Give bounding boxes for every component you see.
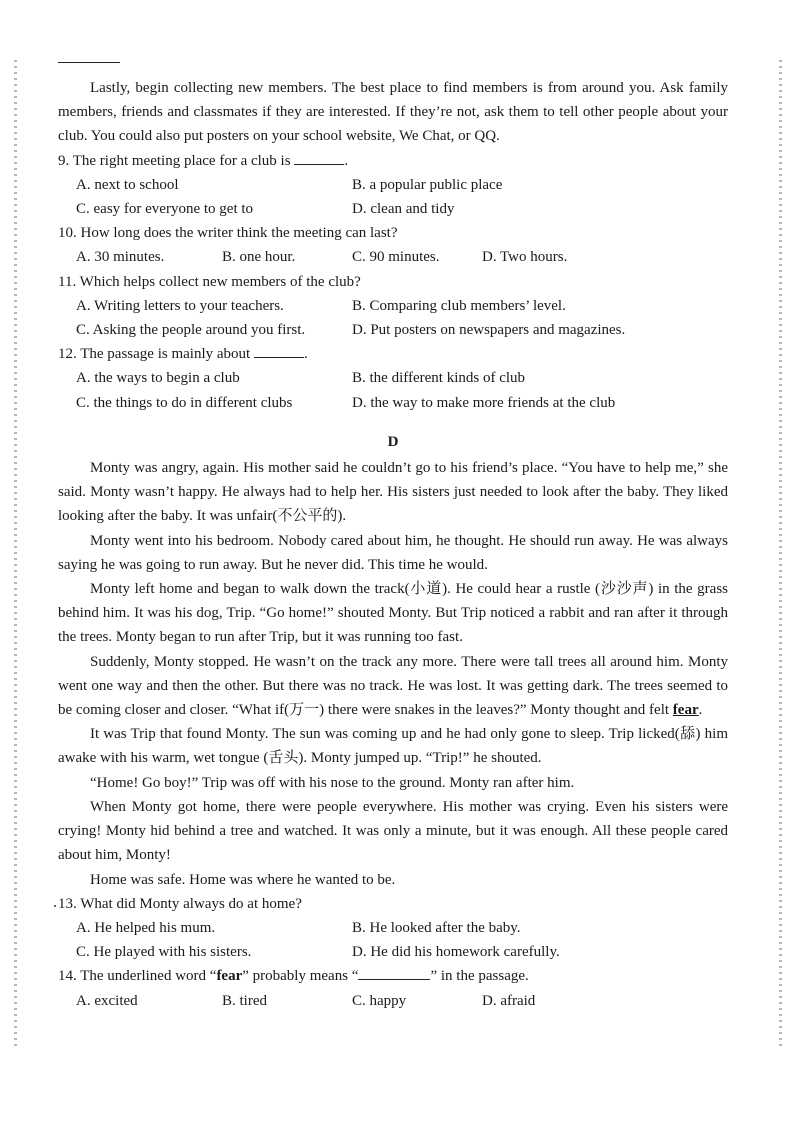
answer-blank [294,150,344,165]
scan-speck [54,905,56,907]
passage-d-paragraph-1: Monty was angry, again. His mother said he couldn’t go to his friend’s place. “You have to help me,” she said. Monty wasn’t happy. He always had to help her. His sisters just needed to look after the baby. They liked looking after the baby. It was unfair(不公平的). [58,460,728,525]
option-c: C. 90 minutes. [352,249,440,266]
option-c: C. happy [352,992,407,1009]
question-11: 11. Which helps collect new members of the club? [58,273,361,290]
option-a: A. Writing letters to your teachers. [76,297,284,314]
option-a: A. 30 minutes. [76,249,165,266]
page-content [58,76,728,1013]
option-d: D. clean and tidy [352,201,455,218]
option-b: B. the different kinds of club [352,370,526,387]
option-d: D. He did his homework carefully. [352,944,560,961]
option-d: D. afraid [482,992,536,1009]
passage-d-paragraph-6: “Home! Go boy!” Trip was off with his nose to the ground. Monty ran after him. [90,774,575,791]
passage-c-last-paragraph: Lastly, begin collecting new members. The best place to find members is from around you. Ask family members, friends and classmates if they are interested. If they’re not, ask them to tell other people about your club. You could also put posters on your school website, We Chat, or QQ. [58,80,728,145]
option-a: A. excited [76,992,138,1009]
question-10: 10. How long does the writer think the meeting can last? [58,225,398,242]
question-12-options [58,366,728,414]
option-b: B. Comparing club members’ level. [352,297,566,314]
option-b: B. tired [222,992,267,1009]
question-14: 14. The underlined word “fear” probably means “ ” in the passage. [58,964,728,988]
question-13-options [58,916,728,964]
option-b: B. He looked after the baby. [352,919,521,936]
question-keyword: fear [216,968,243,985]
passage-d-paragraph-8: Home was safe. Home was where he wanted to be. [90,871,396,888]
option-d: D. Put posters on newspapers and magazines. [352,322,626,339]
option-b: B. one hour. [222,249,296,266]
answer-blank [358,965,430,980]
option-a: A. He helped his mum. [76,919,216,936]
question-9-options [58,173,728,221]
passage-d-paragraph-5: It was Trip that found Monty. The sun was coming up and he had only gone to sleep. Trip licked(舔) him awake with his warm, wet tongue (舌头). Monty jumped up. “Trip!” he shouted. [58,726,728,767]
top-rule [58,62,120,63]
right-binding-edge [779,60,782,1050]
question-14-options [58,989,728,1013]
question-11-options [58,294,728,342]
option-a: A. next to school [76,176,179,193]
answer-blank [254,343,304,358]
question-9: 9. The right meeting place for a club is . [58,149,728,173]
question-13: 13. What did Monty always do at home? [58,895,302,912]
underlined-word: fear [672,702,699,719]
passage-d-paragraph-3: Monty left home and began to walk down the track(小道). He could hear a rustle (沙沙声) in the grass behind him. It was his dog, Trip. “Go home!” shouted Monty. But Trip noticed a rabbit and ran after it through the trees. Monty began to run after Trip, but it was running too fast. [58,581,728,646]
option-d: D. Two hours. [482,249,568,266]
option-c: C. Asking the people around you first. [76,322,306,339]
passage-d-paragraph-2: Monty went into his bedroom. Nobody cared about him, he thought. He should run away. He was always saying he was going to run away. But he never did. This time he would. [58,532,728,573]
passage-d-paragraph-7: When Monty got home, there were people everywhere. His mother was crying. Even his sisters were crying! Monty hid behind a tree and watched. It was only a minute, but it was enough. All these people cared about him, Monty! [58,798,728,864]
option-c: C. easy for everyone to get to [76,201,254,218]
option-b: B. a popular public place [352,176,503,193]
question-12: 12. The passage is mainly about . [58,342,728,366]
option-c: C. the things to do in different clubs [76,394,293,411]
option-c: C. He played with his sisters. [76,944,252,961]
left-binding-edge [14,60,17,1050]
section-heading: D [387,433,399,450]
passage-d-paragraph-4: Suddenly, Monty stopped. He wasn’t on the track any more. There were tall trees all around him. Monty went one way and then the other. But there was no track. He was lost. It was getting dark. The trees seemed to be coming closer and closer. “What if(万一) there were snakes in the leaves?” Monty thought and felt fear. [58,653,728,719]
option-d: D. the way to make more friends at the club [352,394,616,411]
option-a: A. the ways to begin a club [76,370,240,387]
question-10-options [58,245,728,269]
